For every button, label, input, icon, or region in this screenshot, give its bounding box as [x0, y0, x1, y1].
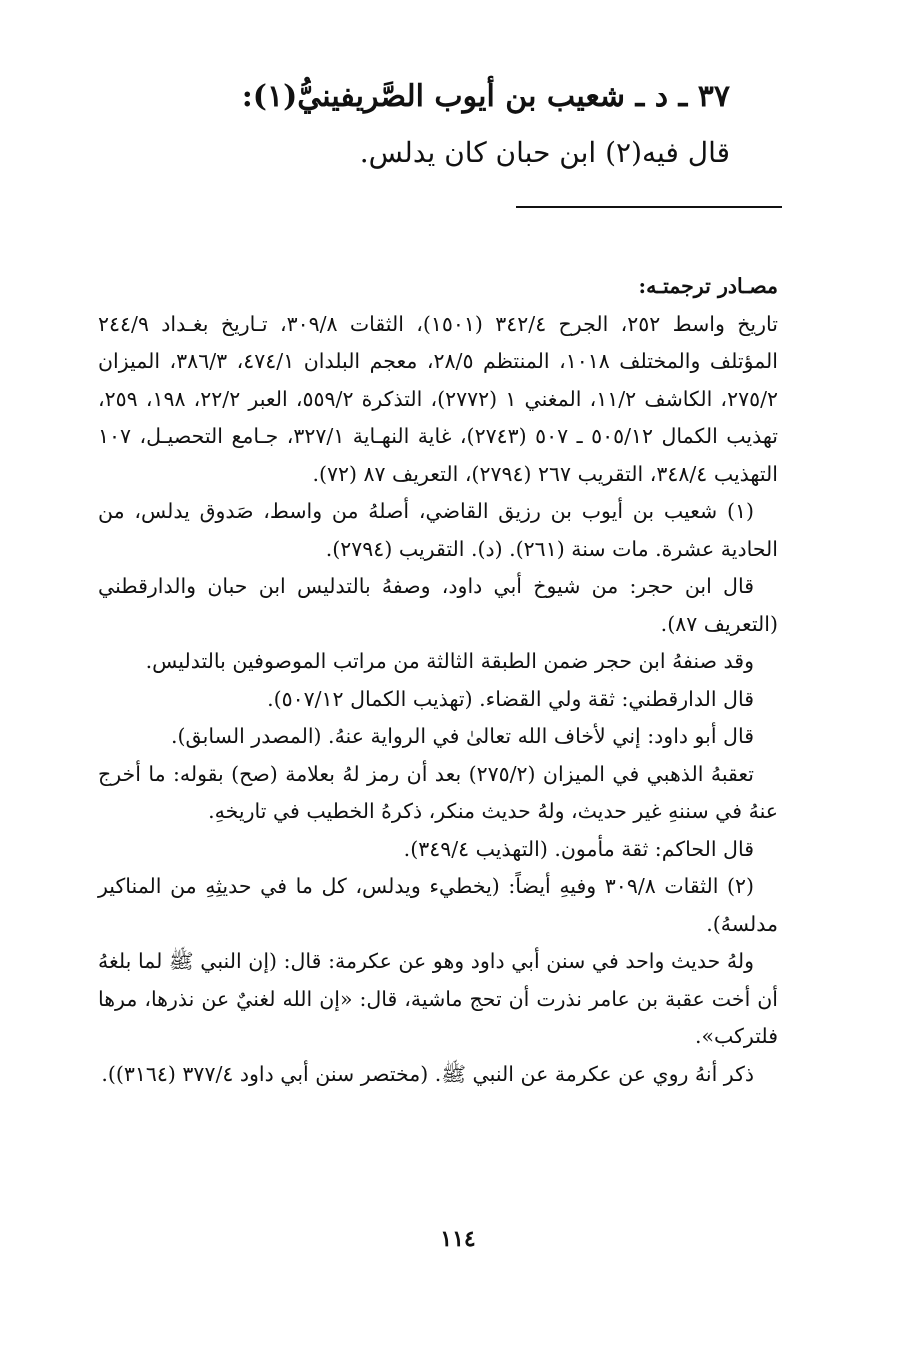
- ibn-hajar-paragraph: قال ابن حجر: من شيوخ أبي داود، وصفهُ بالتدليس ابن حبان والدارقطني (التعريف ٨٧).: [98, 574, 778, 636]
- entry-body: قال فيه(٢) ابن حبان كان يدلس.: [359, 136, 730, 169]
- footnotes: [98, 268, 778, 1093]
- entry-title: ٣٧ ـ د ـ شعيب بن أيوب الصَّريفينيُّ(١):: [241, 79, 730, 114]
- sources-heading: مصـادر ترجمتـه:: [638, 274, 778, 298]
- abu-dawud-paragraph: قال أبو داود: إني لأخاف الله تعالىٰ في الرواية عنهُ. (المصدر السابق).: [171, 724, 754, 748]
- sources-list: تاريخ واسط ٢٥٢، الجرح ٣٤٢/٤ (١٥٠١)، الثقات ٣٠٩/٨، تـاريخ بغـداد ٢٤٤/٩ المؤتلف والمختلف ١٠١٨، المنتظم ٢٨/٥، معجم البلدان ٤٧٤/١، ٣٨٦/٣، الميزان ٢٧٥/٢، الكاشف ١١/٢، المغني ١ (٢٧٧٢)، التذكرة ٥٥٩/٢، العبر ٢٢/٢، ١٩٨، ٢٥٩، تهذيب الكمال ٥٠٥/١٢ ـ ٥٠٧ (٢٧٤٣)، غاية النهـاية ٣٢٧/١، جـامع التحصيـل، ١٠٧ التهذيب ٣٤٨/٤، التقريب ٢٦٧ (٢٧٩٤)، التعريف ٨٧ (٧٢).: [98, 311, 779, 486]
- footnote-1: (١) شعيب بن أيوب بن رزيق القاضي، أصلهُ من واسط، صَدوق يدلس، من الحادية عشرة. مات سنة (٢٦١). (د). التقريب (٢٧٩٤).: [98, 499, 778, 561]
- rank-paragraph: وقد صنفهُ ابن حجر ضمن الطبقة الثالثة من مراتب الموصوفين بالتدليس.: [145, 649, 754, 673]
- footnote-2: (٢) الثقات ٣٠٩/٨ وفيهِ أيضاً: (يخطيء ويدلس، كل ما في حديثِهِ من المناكير مدلسهُ).: [98, 874, 778, 936]
- mukhtasar-paragraph: ذكر أنهُ روي عن عكرمة عن النبي ﷺ. (مختصر سنن أبي داود ٣٧٧/٤ (٣١٦٤)).: [101, 1061, 754, 1086]
- dhahabi-paragraph: تعقبهُ الذهبي في الميزان (٢٧٥/٢) بعد أن رمز لهُ بعلامة (صح) بقوله: ما أخرج عنهُ في سننهِ غير حديث، ولهُ حديث منكر، ذكرهُ الخطيب في تاريخهِ.: [98, 761, 778, 823]
- hakim-paragraph: قال الحاكم: ثقة مأمون. (التهذيب ٣٤٩/٤).: [403, 836, 754, 861]
- daraqutni-paragraph: قال الدارقطني: ثقة ولي القضاء. (تهذيب الكمال ٥٠٧/١٢).: [267, 686, 754, 711]
- hadith-paragraph: ولهُ حديث واحد في سنن أبي داود وهو عن عكرمة: قال: (إن النبي ﷺ لما بلغهُ أن أخت عقبة بن عامر نذرت أن تحج ماشية، قال: «إن الله لغنيٌ عن نذرها، مرها فلتركب».: [98, 949, 778, 1048]
- footnote-divider: [516, 206, 782, 208]
- page-number: ١١٤: [440, 1226, 476, 1252]
